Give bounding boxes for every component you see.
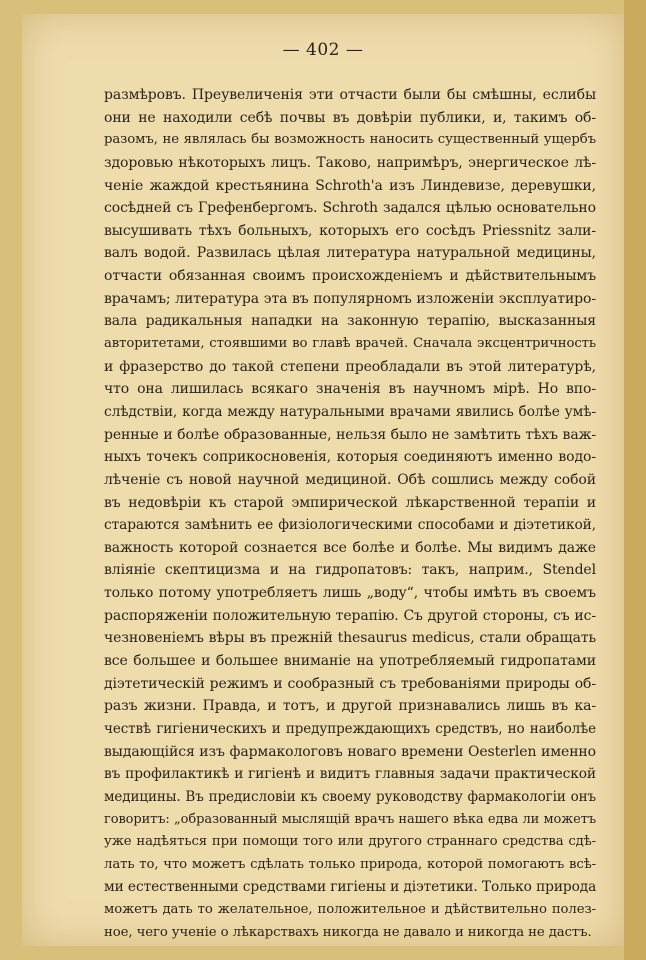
text-line: выдающійся изъ фармакологовъ новаго времени Oesterlen именно [104,743,596,760]
text-line: здоровью нѣкоторыхъ лицъ. Таково, напримѣръ, энергическое лѣ- [104,154,596,171]
text-line: врачамъ; литература эта въ популярномъ изложеніи эксплуатиро- [104,290,596,307]
text-line: чезновеніемъ вѣры въ прежній thesaurus medicus, стали обращать [104,630,596,647]
text-line: чествѣ гигіеническихъ и предупреждающихъ средствъ, но наиболѣе [104,720,596,737]
text-line: можетъ дать то желательное, положительное и дѣйствительно полез- [104,902,596,918]
text-line: медицины. Въ предисловіи къ своему руководству фармакологіи онъ [104,788,596,805]
text-line: разъ жизни. Правда, и тотъ, и другой признавались лишь въ ка- [104,698,596,715]
text-line: въ недовѣріи къ старой эмпирической лѣкарственной терапіи и [104,494,596,511]
text-line: въ профилактикѣ и гигіенѣ и видитъ главныя задачи практической [104,766,596,783]
text-line: ченіе жаждой крестьянина Schroth'а изъ Линдевизе, деревушки, [104,177,596,194]
page-edge [624,0,646,960]
text-line: что она лишилась всякаго значенія въ научномъ мірѣ. Но впо- [104,381,596,398]
text-line: ренные и болѣе образованные, нельзя было не замѣтить тѣхъ важ- [104,426,596,443]
text-line: они не находили себѣ почвы въ довѣріи публики, и, такимъ об- [104,109,596,126]
text-line: лѣченіе съ новой научной медициной. Обѣ сошлись между собой [104,471,596,488]
text-line: ныхъ точекъ соприкосновенія, которыя соединяютъ именно водо- [104,449,596,466]
text-line: все большее и большее вниманіе на употребляемый гидропатами [104,653,596,670]
text-line: вліяніе скептицизма и на гидропатовъ: такъ, наприм., Stendel [104,562,596,579]
text-line: разомъ, не являлась бы возможность наносить существенный ущербъ [104,132,596,148]
text-line: только потому употребляетъ лишь „воду“, чтобы имѣть въ своемъ [104,585,596,602]
text-line: говоритъ: „образованный мыслящій врачъ нашего вѣка едва ли можетъ [104,811,596,827]
text-line: діэтетическій режимъ и сообразный съ требованіями природы об- [104,675,596,692]
text-line: вала радикальныя нападки на законную терапію, высказанныя [104,313,596,330]
text-line: и фразерство до такой степени преобладали въ этой литературѣ, [104,358,596,375]
text-line: распоряженіи положительную терапію. Съ другой стороны, съ ис- [104,607,596,624]
text-line: высушивать тѣхъ больныхъ, которыхъ его сосѣдъ Priessnitz зали- [104,222,596,239]
text-line: лать то, что можетъ сдѣлать только природа, которой помогаютъ всѣ- [104,856,596,872]
text-line: слѣдствіи, когда между натуральными врачами явились болѣе умѣ- [104,403,596,420]
text-line: отчасти обязанная своимъ происхожденіемъ и дѣйствительнымъ [104,268,596,285]
text-line: размѣровъ. Преувеличенія эти отчасти были бы смѣшны, еслибы [104,87,596,103]
page-number: — 402 — [282,40,364,60]
text-line: ми естественными средствами гигіены и діэтетики. Только природа [104,879,596,896]
text-line: стараются замѣнить ее физіологическими способами и діэтетикой, [104,517,596,534]
text-line: сосѣдней съ Грефенбергомъ. Schroth задался цѣлью основательно [104,200,596,217]
text-line: уже надѣяться при помощи того или другого страннаго средства сдѣ- [104,834,596,850]
text-line: ное, чего ученіе о лѣкарствахъ никогда не давало и никогда не дастъ. [104,924,592,940]
text-line: важность которой сознается все болѣе и болѣе. Мы видимъ даже [104,539,596,556]
text-line: валъ водой. Развилась цѣлая литература натуральной медицины, [104,245,596,262]
body-text [104,84,596,944]
text-line: авторитетами, стоявшими во главѣ врачей. Сначала эксцентричность [104,336,596,352]
